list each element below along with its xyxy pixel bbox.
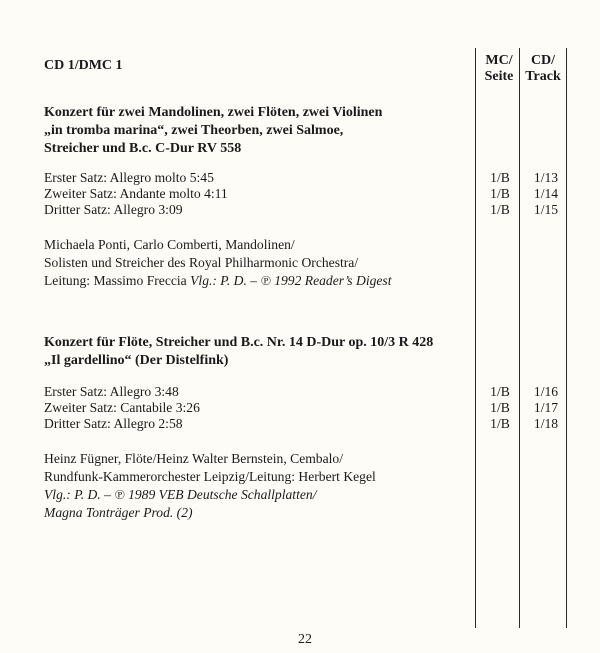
- work-title-line: Konzert für zwei Mandolinen, zwei Flöten, zwei Violinen: [44, 105, 383, 120]
- work-title-line: „in tromba marina“, zwei Theorben, zwei Salmoe,: [44, 123, 344, 138]
- credits-publisher: Vlg.: P. D. – ℗ 1989 VEB Deutsche Schallplatten/: [44, 487, 317, 502]
- track-cd-number: 1/15: [533, 202, 559, 217]
- column-rule-middle: [519, 48, 520, 628]
- page-number: 22: [298, 632, 312, 647]
- credits-line: Heinz Fügner, Flöte/Heinz Walter Bernstein, Cembalo/: [44, 451, 343, 466]
- track-mc-side: 1/B: [490, 170, 510, 185]
- cd-label: CD 1/DMC 1: [44, 58, 123, 73]
- column-header-cd-line2: Track: [525, 69, 561, 84]
- track-title: Erster Satz: Allegro 3:48: [44, 384, 179, 399]
- credits-line: Rundfunk-Kammerorchester Leipzig/Leitung: Herbert Kegel: [44, 469, 376, 484]
- track-cd-number: 1/17: [533, 400, 559, 415]
- track-mc-side: 1/B: [490, 202, 510, 217]
- track-row: [44, 384, 574, 400]
- track-row: [44, 170, 574, 186]
- track-cd-number: 1/13: [533, 170, 559, 185]
- track-cd-number: 1/18: [533, 416, 559, 431]
- track-row: [44, 416, 574, 432]
- performer-credits: [44, 236, 392, 290]
- track-row: [44, 400, 574, 416]
- column-header-cd-track: [521, 53, 565, 85]
- credits-publisher: Magna Tonträger Prod. (2): [44, 505, 193, 520]
- credits-line: [44, 272, 392, 290]
- track-title: Dritter Satz: Allegro 2:58: [44, 416, 183, 431]
- track-cd-number: 1/14: [533, 186, 559, 201]
- column-rule-left: [475, 48, 476, 628]
- track-mc-side: 1/B: [490, 416, 510, 431]
- track-row: [44, 186, 574, 202]
- column-header-mc-seite: [478, 53, 520, 85]
- performer-credits: [44, 450, 376, 522]
- column-header-mc-line2: Seite: [484, 69, 514, 84]
- credits-line: Michaela Ponti, Carlo Comberti, Mandolinen/: [44, 237, 295, 252]
- track-title: Dritter Satz: Allegro 3:09: [44, 202, 183, 217]
- track-cd-number: 1/16: [533, 384, 559, 399]
- track-title: Zweiter Satz: Cantabile 3:26: [44, 400, 200, 415]
- track-title: Erster Satz: Allegro molto 5:45: [44, 170, 214, 185]
- column-header-mc-line1: MC/: [485, 53, 513, 68]
- credits-conductor: Leitung: Massimo Freccia: [44, 273, 191, 288]
- track-row: [44, 202, 574, 218]
- track-mc-side: 1/B: [490, 186, 510, 201]
- work-title-line: „Il gardellino“ (Der Distelfink): [44, 353, 229, 368]
- work-title-line: Konzert für Flöte, Streicher und B.c. Nr. 14 D-Dur op. 10/3 R 428: [44, 335, 434, 350]
- credits-line: Solisten und Streicher des Royal Philharmonic Orchestra/: [44, 255, 359, 270]
- column-rule-right: [566, 48, 567, 628]
- work-title: [44, 104, 382, 158]
- work-title-line: Streicher und B.c. C-Dur RV 558: [44, 141, 242, 156]
- track-mc-side: 1/B: [490, 384, 510, 399]
- track-title: Zweiter Satz: Andante molto 4:11: [44, 186, 228, 201]
- credits-publisher: Vlg.: P. D. – ℗ 1992 Reader’s Digest: [190, 273, 392, 288]
- column-header-cd-line1: CD/: [530, 53, 556, 68]
- work-title: [44, 334, 433, 370]
- track-mc-side: 1/B: [490, 400, 510, 415]
